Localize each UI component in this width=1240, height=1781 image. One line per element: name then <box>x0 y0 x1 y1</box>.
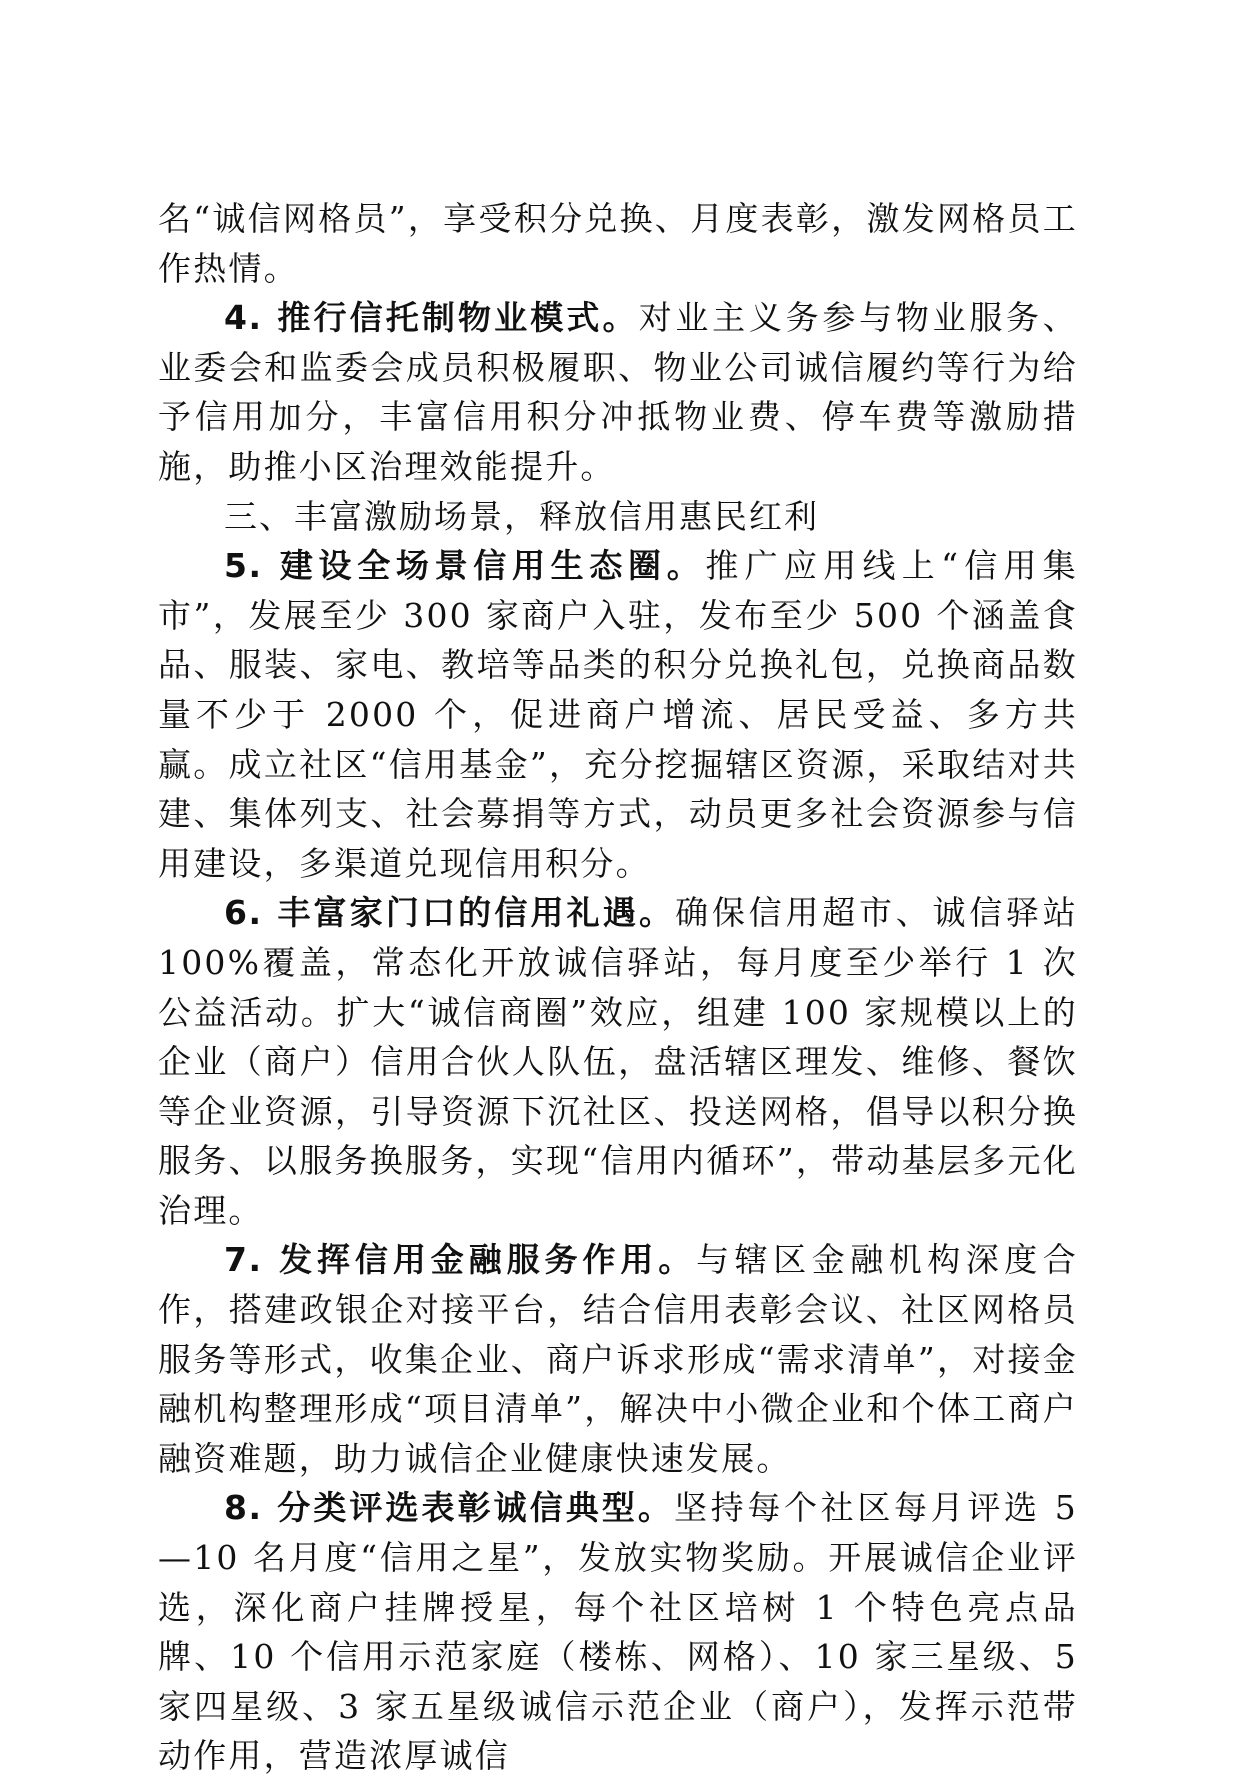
item-paragraph-5 <box>158 541 1078 888</box>
item-paragraph-7 <box>158 1235 1078 1483</box>
paragraph-text: 对业主义务参与物业服务、业委会和监委会成员积极履职、物业公司诚信履约等行为给予信用加分，丰富信用积分冲抵物业费、停车费等激励措施，助推小区治理效能提升。 <box>158 298 1078 486</box>
paragraph-text: 坚持每个社区每月评选 5—10 名月度“信用之星”，发放实物奖励。开展诚信企业评选，深化商户挂牌授星，每个社区培树 1 个特色亮点品牌、10 个信用示范家庭（楼栋、网格）、10 家三星级、5 家四星级、3 家五星级诚信示范企业（商户），发挥示范带动作用，营造浓厚诚信 <box>158 1488 1078 1776</box>
item-paragraph-6 <box>158 888 1078 1235</box>
paragraph-text: 名“诚信网格员”，享受积分兑换、月度表彰，激发网格员工作热情。 <box>158 199 1078 288</box>
continuation-paragraph <box>158 194 1078 293</box>
item-paragraph-4 <box>158 293 1078 491</box>
paragraph-text: 与辖区金融机构深度合作，搭建政银企对接平台，结合信用表彰会议、社区网格员服务等形式，收集企业、商户诉求形成“需求清单”，对接金融机构整理形成“项目清单”，解决中小微企业和个体工商户融资难题，助力诚信企业健康快速发展。 <box>158 1240 1079 1478</box>
item-lead: 8. 分类评选表彰诚信典型。 <box>224 1488 674 1528</box>
item-lead: 5. 建设全场景信用生态圈。 <box>224 546 706 586</box>
paragraph-text: 推广应用线上“信用集市”，发展至少 300 家商户入驻，发布至少 500 个涵盖食品、服装、家电、教培等品类的积分兑换礼包，兑换商品数量不少于 2000 个，促进商户增流、居民受益、多方共赢。成立社区“信用基金”，充分挖掘辖区资源，采取结对共建、集体列支、社会募捐等方式，动员更多社会资源参与信用建设，多渠道兑现信用积分。 <box>158 546 1079 883</box>
item-lead: 4. 推行信托制物业模式。 <box>224 298 639 338</box>
heading-text: 三、丰富激励场景，释放信用惠民红利 <box>224 496 819 536</box>
item-lead: 6. 丰富家门口的信用礼遇。 <box>224 893 676 933</box>
paragraph-text: 确保信用超市、诚信驿站 100%覆盖，常态化开放诚信驿站，每月度至少举行 1 次公益活动。扩大“诚信商圈”效应，组建 100 家规模以上的企业（商户）信用合伙人队伍，盘活辖区理发、维修、餐饮等企业资源，引导资源下沉社区、投送网格，倡导以积分换服务、以服务换服务，实现“信用内循环”，带动基层多元化治理。 <box>158 893 1078 1230</box>
item-paragraph-8 <box>158 1483 1078 1781</box>
item-lead: 7. 发挥信用金融服务作用。 <box>224 1240 697 1280</box>
document-body <box>158 194 1078 1781</box>
section-heading <box>158 492 1078 542</box>
